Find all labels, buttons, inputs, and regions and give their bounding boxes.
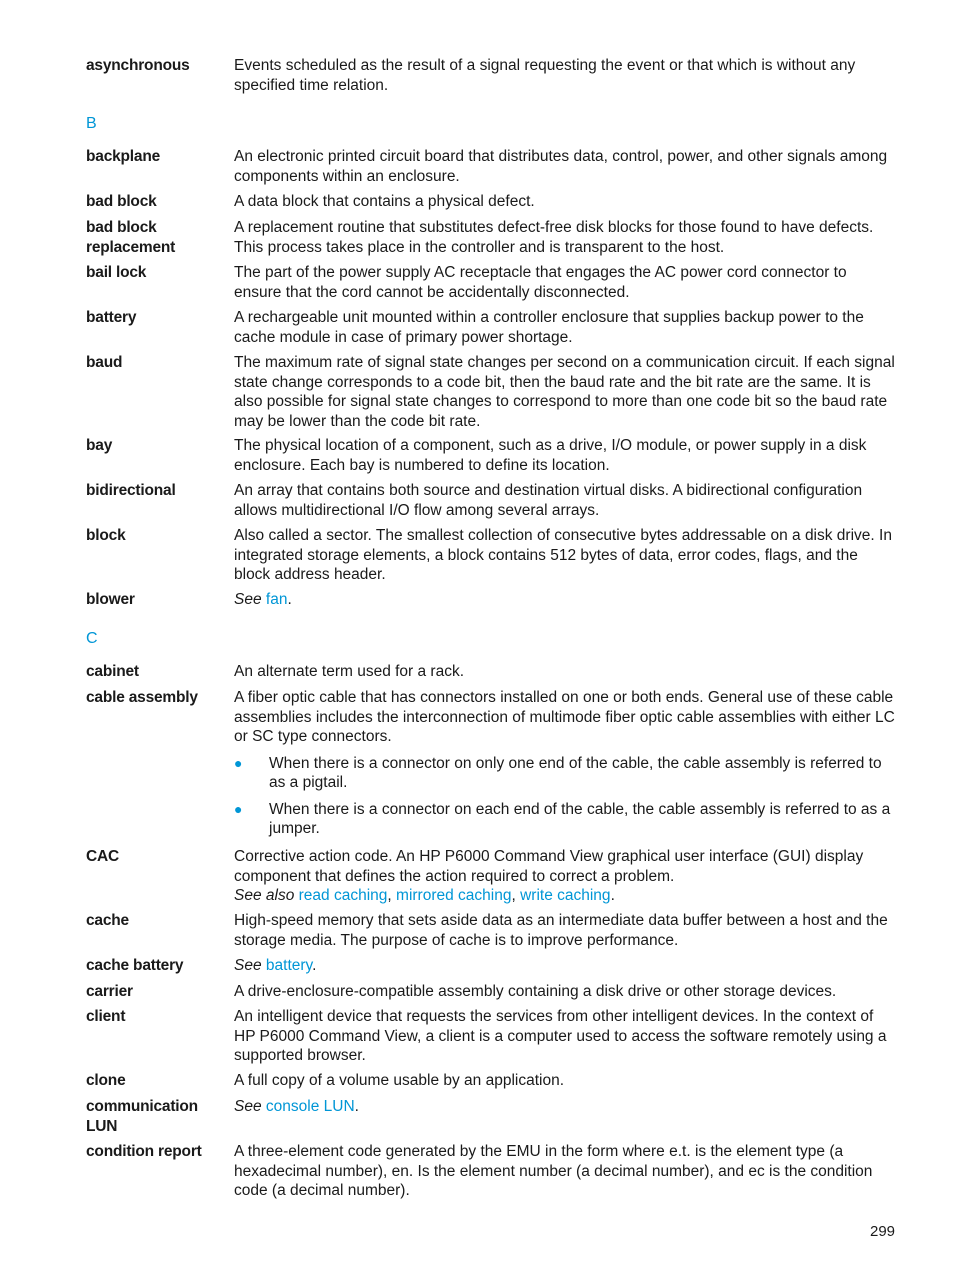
- period: .: [354, 1098, 359, 1115]
- term: CAC: [86, 848, 119, 865]
- definition: A data block that contains a physical defect.: [234, 193, 535, 210]
- link-mirrored-caching[interactable]: mirrored caching: [396, 887, 512, 904]
- term: cache battery: [86, 957, 184, 974]
- term: cabinet: [86, 663, 139, 680]
- entry-clone: [86, 1071, 898, 1091]
- definition: Also called a sector. The smallest collection of consecutive bytes addressable on a disk drive. In integrated storage elements, a block contains 512 bytes of data, error codes, flags, and the block address header.: [234, 527, 892, 583]
- entry-asynchronous: [86, 56, 898, 95]
- page-number: 299: [870, 1223, 896, 1240]
- entry-cache: [86, 911, 898, 950]
- term: carrier: [86, 983, 133, 1000]
- term: backplane: [86, 148, 161, 165]
- term: battery: [86, 309, 137, 326]
- entry-client: [86, 1007, 898, 1066]
- entry-block: [86, 526, 898, 585]
- entry-bad-block: [86, 192, 898, 212]
- term: clone: [86, 1072, 126, 1089]
- bullet-text: When there is a connector on each end of the cable, the cable assembly is referred to as a jumper.: [269, 800, 891, 837]
- entry-cable-assembly: [86, 688, 898, 839]
- link-write-caching[interactable]: write caching: [520, 887, 611, 904]
- definition: A three-element code generated by the EMU in the form where e.t. is the element type (a hexadecimal number), en. Is the element number (a decimal number), and ec is the condition code (a decimal number).: [234, 1143, 873, 1199]
- period: .: [287, 591, 292, 608]
- definition: A fiber optic cable that has connectors installed on one or both ends. General use of these cable assemblies includes the interconnection of multimode fiber optic cable assemblies with either LC or SC type connectors.: [234, 689, 895, 745]
- term: client: [86, 1008, 126, 1025]
- list-item: [234, 754, 898, 793]
- link-battery[interactable]: battery: [265, 957, 313, 974]
- section-heading-b: B: [86, 115, 97, 132]
- separator: ,: [511, 887, 521, 904]
- term: condition report: [86, 1143, 202, 1160]
- entry-backplane: [86, 147, 898, 186]
- term: baud: [86, 354, 123, 371]
- term: bad block replacement: [86, 219, 176, 256]
- bullet-dot-icon: ●: [234, 754, 243, 771]
- entry-bail-lock: [86, 263, 898, 302]
- entry-cache-battery: [86, 956, 898, 976]
- entry-bad-block-replacement: [86, 218, 898, 257]
- entry-baud: [86, 353, 898, 431]
- bullet-dot-icon: ●: [234, 800, 243, 817]
- list-item: [234, 800, 898, 839]
- entry-carrier: [86, 982, 898, 1002]
- definition: [234, 1097, 898, 1117]
- definition: A rechargeable unit mounted within a controller enclosure that supplies backup power to the cache module in case of primary power shortage.: [234, 309, 864, 346]
- definition: A drive-enclosure-compatible assembly containing a disk drive or other storage devices.: [234, 983, 837, 1000]
- definition-text: Corrective action code. An HP P6000 Command View graphical user interface (GUI) display component that defines the action required to correct a problem.: [234, 848, 864, 885]
- definition: [234, 956, 898, 976]
- link-console-lun[interactable]: console LUN: [265, 1098, 355, 1115]
- definition: The part of the power supply AC receptacle that engages the AC power cord connector to ensure that the cord cannot be accidentally disconnected.: [234, 264, 847, 301]
- see-label: See: [234, 957, 262, 974]
- link-read-caching[interactable]: read caching: [298, 887, 388, 904]
- period: .: [610, 887, 615, 904]
- definition: High-speed memory that sets aside data as an intermediate data buffer between a host and the storage media. The purpose of cache is to improve performance.: [234, 912, 888, 949]
- bullet-list: [234, 754, 898, 839]
- definition: Events scheduled as the result of a signal requesting the event or that which is without any specified time relation.: [234, 57, 856, 94]
- definition: A full copy of a volume usable by an application.: [234, 1072, 565, 1089]
- definition: An array that contains both source and destination virtual disks. A bidirectional configuration allows multidirectional I/O flow among several arrays.: [234, 482, 863, 519]
- term: cable assembly: [86, 689, 198, 706]
- definition: A replacement routine that substitutes defect-free disk blocks for those found to have defects. This process takes place in the controller and is transparent to the host.: [234, 219, 874, 256]
- entry-cac: [86, 847, 898, 906]
- term: bad block: [86, 193, 157, 210]
- see-label: See: [234, 591, 262, 608]
- entry-bidirectional: [86, 481, 898, 520]
- definition: An alternate term used for a rack.: [234, 663, 465, 680]
- term: blower: [86, 591, 135, 608]
- entry-cabinet: [86, 662, 898, 682]
- entry-bay: [86, 436, 898, 475]
- entry-condition-report: [86, 1142, 898, 1201]
- definition: [234, 590, 898, 610]
- term: communication LUN: [86, 1098, 198, 1135]
- see-also-label: See also: [234, 887, 295, 904]
- see-also-line: [234, 886, 898, 906]
- separator: ,: [387, 887, 397, 904]
- see-label: See: [234, 1098, 262, 1115]
- entry-blower: [86, 590, 898, 610]
- period: .: [312, 957, 317, 974]
- term: bidirectional: [86, 482, 176, 499]
- link-fan[interactable]: fan: [265, 591, 288, 608]
- bullet-text: When there is a connector on only one end of the cable, the cable assembly is referred to as a pigtail.: [269, 754, 882, 791]
- entry-battery: [86, 308, 898, 347]
- term: cache: [86, 912, 129, 929]
- term: asynchronous: [86, 57, 190, 74]
- term: bail lock: [86, 264, 147, 281]
- section-heading-c: C: [86, 630, 98, 647]
- term: block: [86, 527, 126, 544]
- definition: The physical location of a component, such as a drive, I/O module, or power supply in a disk enclosure. Each bay is numbered to define its location.: [234, 437, 867, 474]
- definition: [234, 847, 898, 906]
- term: bay: [86, 437, 113, 454]
- definition: An electronic printed circuit board that distributes data, control, power, and other signals among components within an enclosure.: [234, 148, 888, 185]
- definition: The maximum rate of signal state changes per second on a communication circuit. If each signal state change corresponds to a code bit, then the baud rate and the bit rate are the same. It is also possible for signal state changes to correspond to more than one code bit so the baud rate may be lower than the code bit rate.: [234, 354, 895, 430]
- definition: An intelligent device that requests the services from other intelligent devices. In the context of HP P6000 Command View, a client is a computer used to access the software remotely using a supported browser.: [234, 1008, 887, 1064]
- entry-communication-lun: [86, 1097, 898, 1135]
